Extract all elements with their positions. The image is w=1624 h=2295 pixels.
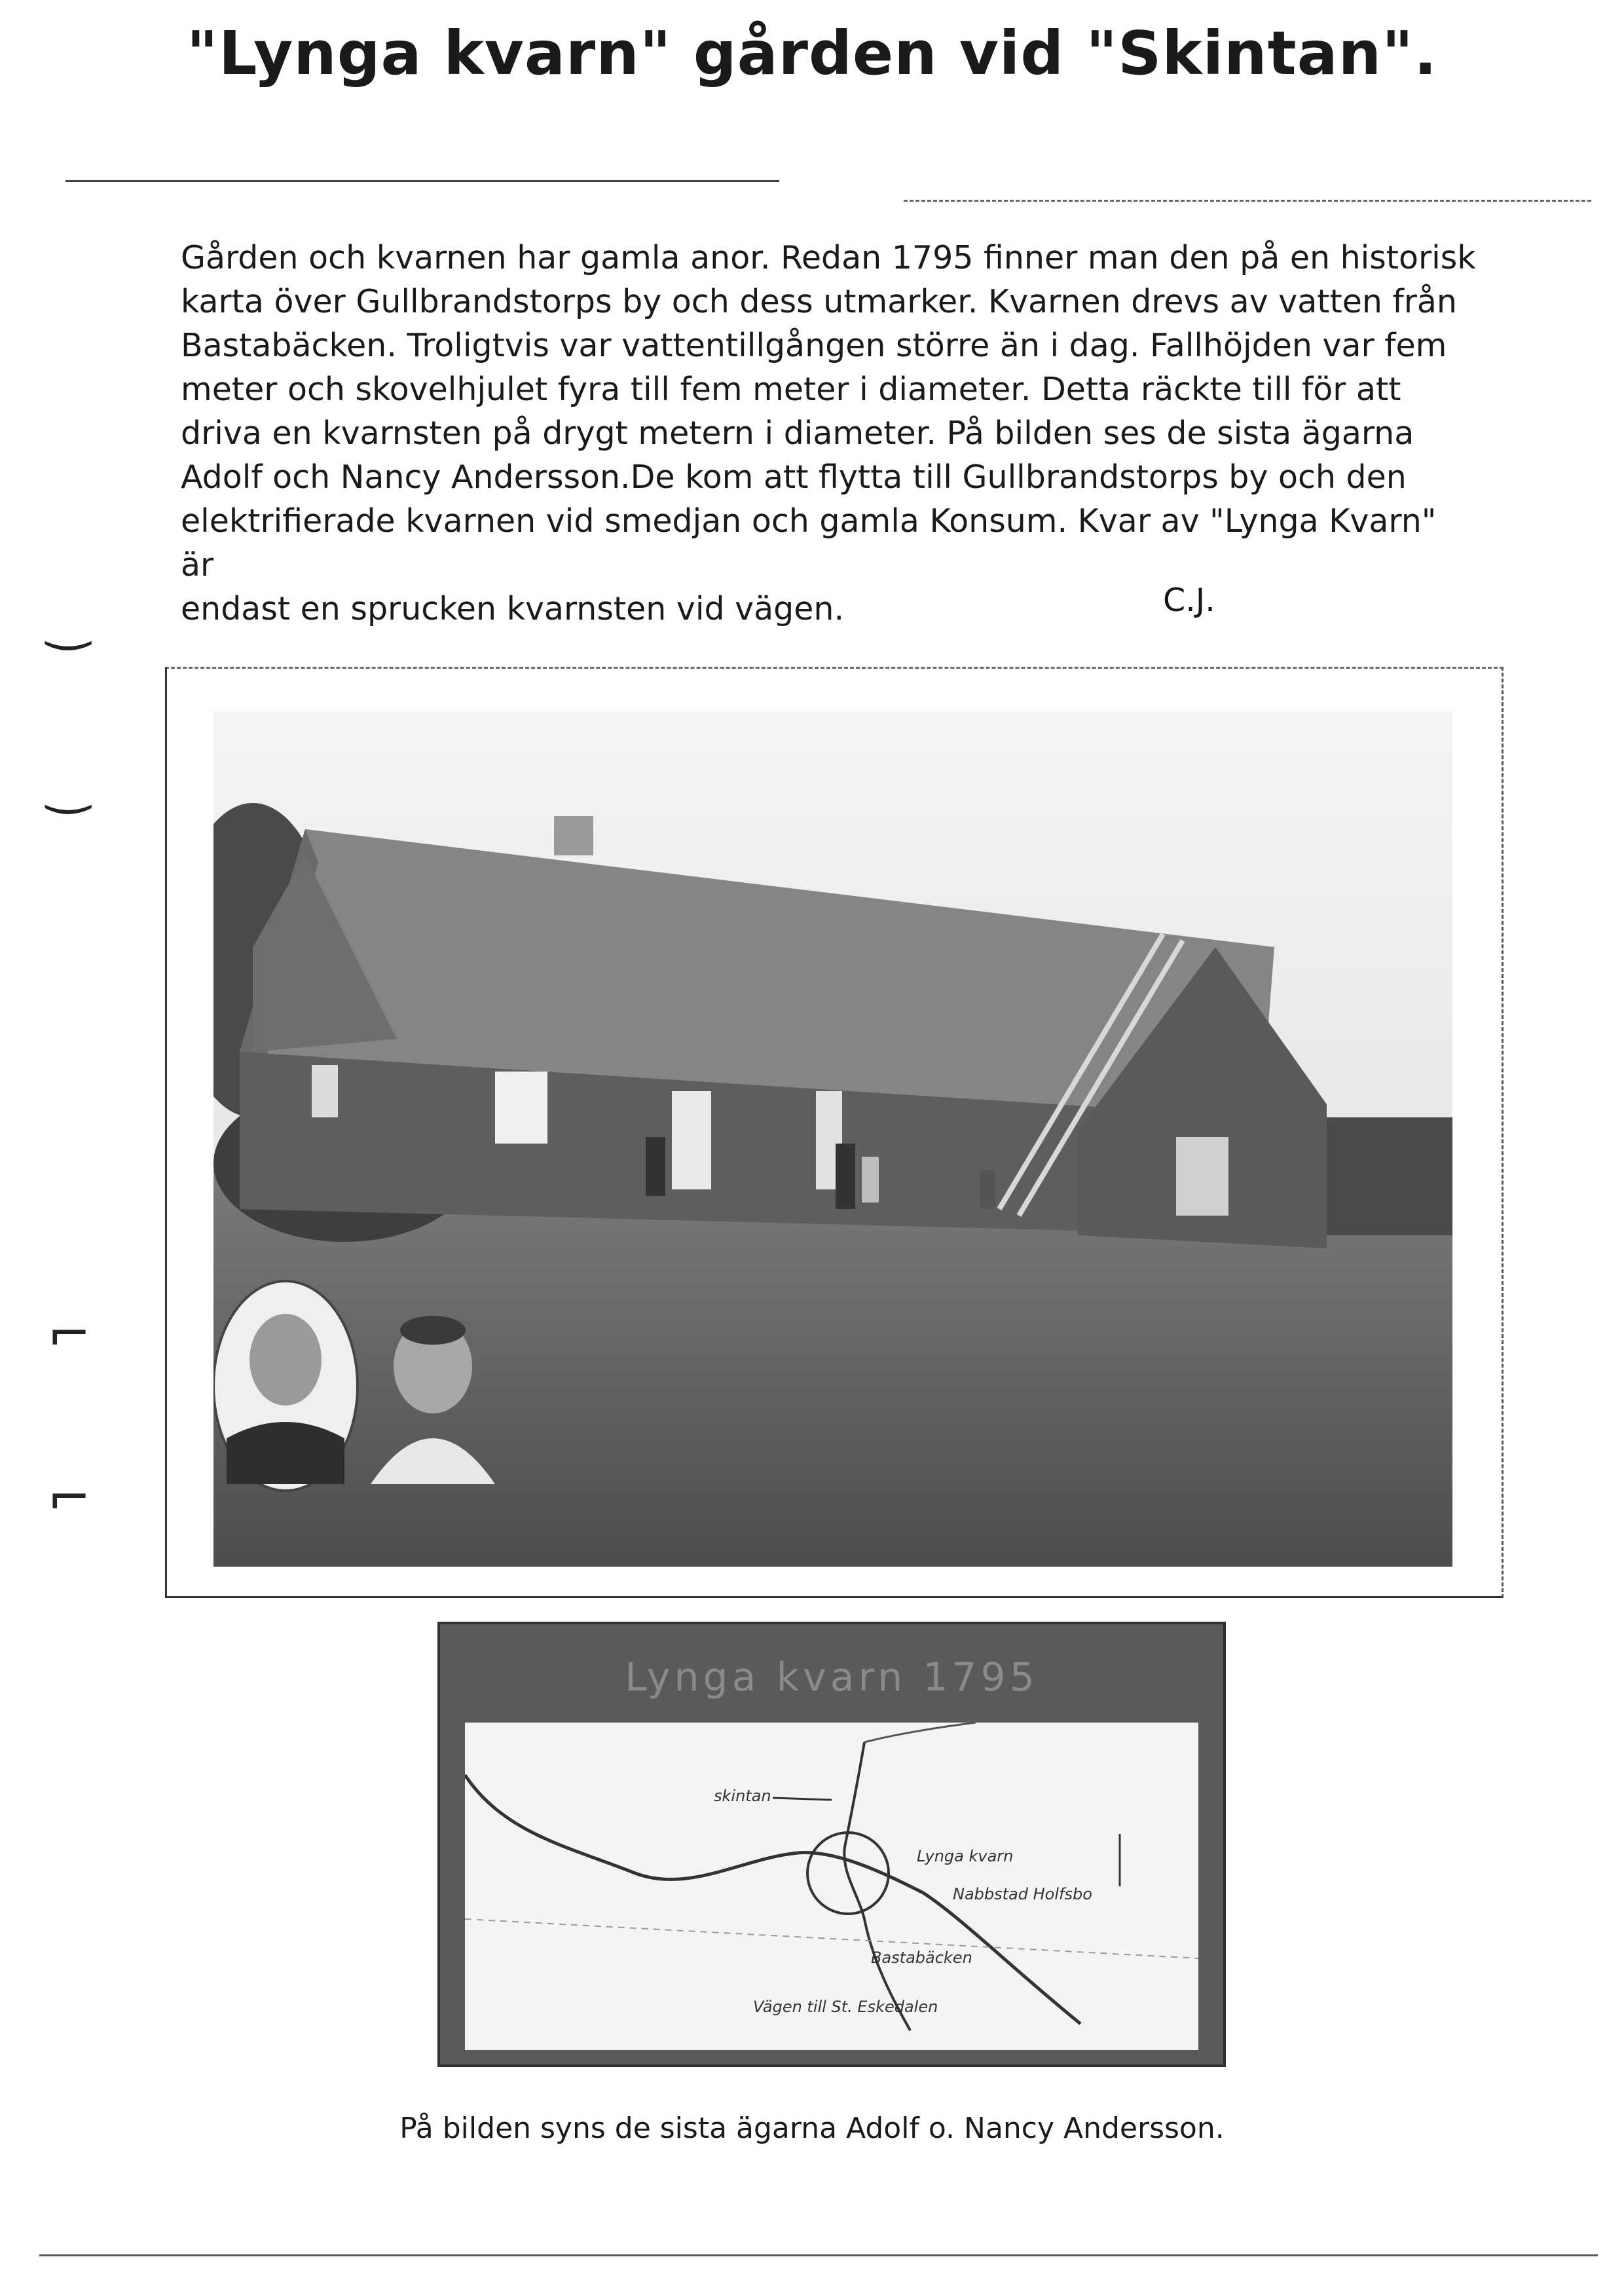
map-label-skintan: skintan [714,1787,771,1805]
body-line-3: Bastabäcken. Troligtvis var vattentillgången större än i dag. Fallhöjden var fem [181,327,1447,364]
caption: På bilden syns de sista ägarna Adolf o. Nancy Andersson. [399,2112,1225,2145]
footer-rule [39,2254,1598,2256]
punch-mark-3: ⌐ [47,1303,92,1364]
body-line-5: driva en kvarnsten på drygt metern i diameter. På bilden ses de sista ägarna [181,415,1414,452]
body-line-8: endast en sprucken kvarnsten vid vägen. [181,590,845,627]
punch-mark-2: ‿ [47,753,90,814]
body-line-7: elektrifierade kvarnen vid smedjan och gamla Konsum. Kvar av "Lynga Kvarn" är [181,502,1437,584]
body-text [181,236,1477,631]
map-label-bastabacken: Bastabäcken [871,1949,972,1967]
map-figure [437,1622,1226,2067]
map-label-lynga-kvarn: Lynga kvarn [917,1847,1014,1865]
punch-mark-1: ‿ [47,589,90,650]
farmhouse-photo-drawing [213,711,1452,1567]
map-label-vagen: Vägen till St. Eskedalen [753,1998,938,2016]
map-title: Lynga kvarn 1795 [625,1654,1039,1700]
header-rule-right [904,200,1591,202]
signature: C.J. [1163,582,1215,619]
farmhouse-photo [213,711,1452,1567]
body-line-2: karta över Gullbrandstorps by och dess utmarker. Kvarnen drevs av vatten från [181,283,1457,320]
header-rule-left [65,180,779,182]
body-line-6: Adolf och Nancy Andersson.De kom att flytta till Gullbrandstorps by och den [181,458,1407,496]
body-line-1: Gården och kvarnen har gamla anor. Redan 1795 finner man den på en historisk [181,239,1476,276]
body-line-4: meter och skovelhjulet fyra till fem meter i diameter. Detta räckte till för att [181,371,1401,408]
page-title: "Lynga kvarn" gården vid "Skintan". [186,18,1438,88]
map-label-holmstad: Nabbstad Holfsbo [953,1885,1092,1903]
punch-mark-4: ⌐ [47,1467,92,1528]
map-drawing [465,1723,1198,2050]
